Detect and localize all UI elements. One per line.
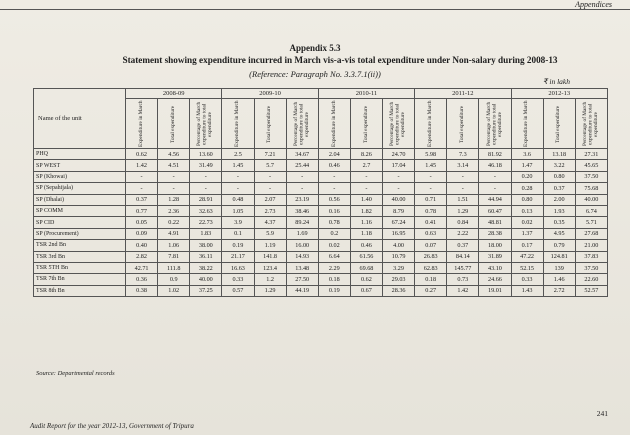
value-cell: - xyxy=(415,183,447,194)
value-cell: 0.37 xyxy=(126,194,158,205)
value-cell: 28.38 xyxy=(479,228,511,239)
value-cell: 18.00 xyxy=(479,240,511,251)
table-row xyxy=(34,183,608,194)
value-cell: 6.64 xyxy=(318,251,350,262)
value-cell: 37.25 xyxy=(190,285,222,296)
value-cell: 1.28 xyxy=(158,194,190,205)
value-cell: 0.19 xyxy=(222,240,254,251)
value-cell: 26.83 xyxy=(415,251,447,262)
value-cell: - xyxy=(286,183,318,194)
value-cell: - xyxy=(190,171,222,182)
column-header xyxy=(222,99,254,149)
value-cell: 0.41 xyxy=(415,217,447,228)
value-cell: 0.71 xyxy=(415,194,447,205)
value-cell: 0.62 xyxy=(350,274,382,285)
value-cell: 16.00 xyxy=(286,240,318,251)
unit-name-cell: SP COMM xyxy=(34,205,126,216)
value-cell: 0.20 xyxy=(511,171,543,182)
unit-name-cell: TSR 7th Bn xyxy=(34,274,126,285)
value-cell: 1.51 xyxy=(447,194,479,205)
value-cell: 1.37 xyxy=(511,228,543,239)
value-cell: 1.16 xyxy=(350,217,382,228)
column-header-label: Percentage of March expenditure to total expenditure xyxy=(485,101,503,147)
value-cell: 37.50 xyxy=(575,262,607,273)
value-cell: 5.9 xyxy=(254,228,286,239)
value-cell: 3.14 xyxy=(447,160,479,171)
table-row xyxy=(34,160,608,171)
value-cell: 1.82 xyxy=(350,205,382,216)
value-cell: - xyxy=(254,183,286,194)
value-cell: 2.7 xyxy=(350,160,382,171)
unit-note: ₹ in lakh xyxy=(542,77,570,86)
value-cell: - xyxy=(479,183,511,194)
appendix-number: Appendix 5.3 xyxy=(289,43,341,53)
value-cell: 4.37 xyxy=(254,217,286,228)
table-row xyxy=(34,240,608,251)
table-row xyxy=(34,262,608,273)
value-cell: 0.40 xyxy=(126,240,158,251)
unit-name-cell: SP (Khowai) xyxy=(34,171,126,182)
value-cell: 0.33 xyxy=(511,274,543,285)
value-cell: 28.91 xyxy=(190,194,222,205)
value-cell: 16.95 xyxy=(383,228,415,239)
value-cell: 1.45 xyxy=(415,160,447,171)
column-header xyxy=(350,99,382,149)
year-header-row xyxy=(34,89,608,99)
value-cell: 22.60 xyxy=(575,274,607,285)
year-header: 2009-10 xyxy=(222,89,318,99)
value-cell: 17.04 xyxy=(383,160,415,171)
value-cell: 28.36 xyxy=(383,285,415,296)
column-header-label: Expenditure in March xyxy=(330,100,337,148)
value-cell: 0.28 xyxy=(511,183,543,194)
value-cell: 69.68 xyxy=(350,262,382,273)
value-cell: 4.56 xyxy=(158,149,190,160)
value-cell: - xyxy=(383,183,415,194)
value-cell: 0.80 xyxy=(511,194,543,205)
value-cell: 139 xyxy=(543,262,575,273)
value-cell: - xyxy=(447,183,479,194)
reference-line: (Reference: Paragraph No. 3.3.7.1(ii)) xyxy=(249,69,381,79)
value-cell: 0.79 xyxy=(543,240,575,251)
page-number: 241 xyxy=(596,409,608,418)
value-cell: 1.29 xyxy=(447,205,479,216)
value-cell: - xyxy=(383,171,415,182)
value-cell: 32.63 xyxy=(190,205,222,216)
column-header xyxy=(126,99,158,149)
running-header: Appendices xyxy=(575,0,612,9)
unit-name-cell: SP (Sepahijala) xyxy=(34,183,126,194)
value-cell: 111.8 xyxy=(158,262,190,273)
value-cell: 3.22 xyxy=(543,160,575,171)
value-cell: 14.93 xyxy=(286,251,318,262)
value-cell: 0.67 xyxy=(350,285,382,296)
value-cell: 36.11 xyxy=(190,251,222,262)
value-cell: 61.56 xyxy=(350,251,382,262)
value-cell: 89.24 xyxy=(286,217,318,228)
value-cell: 1.45 xyxy=(222,160,254,171)
table-row xyxy=(34,274,608,285)
column-header xyxy=(383,99,415,149)
value-cell: 0.1 xyxy=(222,228,254,239)
year-header: 2008-09 xyxy=(126,89,222,99)
column-header-label: Total expenditure xyxy=(266,105,273,143)
value-cell: 1.40 xyxy=(350,194,382,205)
source-note: Source: Departmental records xyxy=(36,370,115,377)
column-header-label: Expenditure in March xyxy=(234,100,241,148)
value-cell: 1.18 xyxy=(350,228,382,239)
value-cell: - xyxy=(222,171,254,182)
column-header-label: Total expenditure xyxy=(555,105,562,143)
value-cell: 1.47 xyxy=(511,160,543,171)
value-cell: 1.05 xyxy=(222,205,254,216)
value-cell: 22.73 xyxy=(190,217,222,228)
value-cell: 0.05 xyxy=(126,217,158,228)
value-cell: 38.46 xyxy=(286,205,318,216)
value-cell: 31.49 xyxy=(190,160,222,171)
value-cell: - xyxy=(158,171,190,182)
value-cell: 0.48 xyxy=(222,194,254,205)
value-cell: 27.31 xyxy=(575,149,607,160)
value-cell: 10.79 xyxy=(383,251,415,262)
value-cell: 0.09 xyxy=(126,228,158,239)
column-header xyxy=(575,99,607,149)
value-cell: 4.51 xyxy=(158,160,190,171)
value-cell: 8.79 xyxy=(383,205,415,216)
value-cell: 2.00 xyxy=(543,194,575,205)
value-cell: 13.60 xyxy=(190,149,222,160)
value-cell: 0.22 xyxy=(158,217,190,228)
value-cell: 0.33 xyxy=(222,274,254,285)
value-cell: 0.77 xyxy=(126,205,158,216)
value-cell: 1.46 xyxy=(543,274,575,285)
value-cell: 47.22 xyxy=(511,251,543,262)
column-header xyxy=(286,99,318,149)
value-cell: - xyxy=(222,183,254,194)
column-header-label: Total expenditure xyxy=(169,105,176,143)
value-cell: 5.98 xyxy=(415,149,447,160)
value-cell: - xyxy=(158,183,190,194)
value-cell: 25.44 xyxy=(286,160,318,171)
column-header-label: Percentage of March expenditure to total expenditure xyxy=(581,101,600,147)
value-cell: 1.42 xyxy=(126,160,158,171)
value-cell: 0.38 xyxy=(126,285,158,296)
value-cell: 0.17 xyxy=(511,240,543,251)
value-cell: 0.73 xyxy=(447,274,479,285)
column-header xyxy=(158,99,190,149)
value-cell: 44.19 xyxy=(286,285,318,296)
value-cell: - xyxy=(479,171,511,182)
value-cell: 5.7 xyxy=(254,160,286,171)
value-cell: 0.46 xyxy=(318,160,350,171)
value-cell: 1.29 xyxy=(254,285,286,296)
table-row xyxy=(34,149,608,160)
column-header-label: Expenditure in March xyxy=(523,100,530,148)
value-cell: - xyxy=(254,171,286,182)
value-cell: - xyxy=(190,183,222,194)
unit-name-cell: TSR 5TH Bn xyxy=(34,262,126,273)
value-cell: 0.63 xyxy=(415,228,447,239)
value-cell: 34.67 xyxy=(286,149,318,160)
value-cell: - xyxy=(318,183,350,194)
value-cell: 0.36 xyxy=(126,274,158,285)
column-header xyxy=(511,99,543,149)
value-cell: 75.68 xyxy=(575,183,607,194)
value-cell: 13.18 xyxy=(543,149,575,160)
value-cell: 1.2 xyxy=(254,274,286,285)
value-cell: 0.2 xyxy=(318,228,350,239)
column-header xyxy=(190,99,222,149)
value-cell: 0.80 xyxy=(543,171,575,182)
value-cell: 3.29 xyxy=(383,262,415,273)
year-header: 2010-11 xyxy=(318,89,414,99)
value-cell: - xyxy=(126,183,158,194)
table-row xyxy=(34,171,608,182)
unit-name-cell: PHQ xyxy=(34,149,126,160)
unit-name-cell: TSR 8th Bn xyxy=(34,285,126,296)
column-header-label: Expenditure in March xyxy=(426,100,433,148)
expenditure-table xyxy=(33,88,608,297)
value-cell: 24.66 xyxy=(479,274,511,285)
year-header: 2011-12 xyxy=(415,89,511,99)
value-cell: - xyxy=(126,171,158,182)
value-cell: 40.00 xyxy=(575,194,607,205)
table-body xyxy=(34,149,608,297)
value-cell: 1.19 xyxy=(254,240,286,251)
value-cell: 29.03 xyxy=(383,274,415,285)
column-header-label: Total expenditure xyxy=(362,105,369,143)
value-cell: 60.47 xyxy=(479,205,511,216)
value-cell: - xyxy=(350,183,382,194)
value-cell: 2.07 xyxy=(254,194,286,205)
value-cell: 0.18 xyxy=(415,274,447,285)
value-cell: 1.69 xyxy=(286,228,318,239)
value-cell: 43.10 xyxy=(479,262,511,273)
value-cell: 2.72 xyxy=(543,285,575,296)
value-cell: 124.81 xyxy=(543,251,575,262)
value-cell: - xyxy=(350,171,382,182)
value-cell: 1.93 xyxy=(543,205,575,216)
value-cell: 123.4 xyxy=(254,262,286,273)
table-row xyxy=(34,285,608,296)
value-cell: 0.57 xyxy=(222,285,254,296)
value-cell: 81.92 xyxy=(479,149,511,160)
value-cell: 52.57 xyxy=(575,285,607,296)
value-cell: 48.81 xyxy=(479,217,511,228)
value-cell: 2.36 xyxy=(158,205,190,216)
value-cell: 4.91 xyxy=(158,228,190,239)
column-header-label: Expenditure in March xyxy=(137,100,144,148)
column-header-label: Percentage of March expenditure to total expenditure xyxy=(196,101,214,147)
value-cell: 52.15 xyxy=(511,262,543,273)
value-cell: 1.02 xyxy=(158,285,190,296)
value-cell: - xyxy=(447,171,479,182)
value-cell: 3.6 xyxy=(511,149,543,160)
top-rule xyxy=(0,9,630,10)
value-cell: 27.68 xyxy=(575,228,607,239)
value-cell: 5.71 xyxy=(575,217,607,228)
column-header xyxy=(543,99,575,149)
value-cell: 1.06 xyxy=(158,240,190,251)
value-cell: 0.78 xyxy=(415,205,447,216)
value-cell: 37.83 xyxy=(575,251,607,262)
unit-name-cell: TSR 2nd Bn xyxy=(34,240,126,251)
value-cell: - xyxy=(286,171,318,182)
value-cell: 0.62 xyxy=(126,149,158,160)
column-header xyxy=(254,99,286,149)
year-header: 2012-13 xyxy=(511,89,608,99)
value-cell: 145.77 xyxy=(447,262,479,273)
value-cell: 7.3 xyxy=(447,149,479,160)
statement-title: Statement showing expenditure incurred in March vis-a-vis total expenditure under Non-salary during 2008-13 xyxy=(122,55,558,65)
value-cell: 1.43 xyxy=(511,285,543,296)
table-row xyxy=(34,251,608,262)
value-cell: 3.9 xyxy=(222,217,254,228)
value-cell: 13.48 xyxy=(286,262,318,273)
value-cell: 40.00 xyxy=(190,274,222,285)
value-cell: 38.00 xyxy=(190,240,222,251)
report-footer: Audit Report for the year 2012-13, Government of Tripura xyxy=(30,422,194,430)
value-cell: 141.8 xyxy=(254,251,286,262)
table-row xyxy=(34,228,608,239)
column-header-label: Total expenditure xyxy=(459,105,466,143)
unit-name-cell: SP CID xyxy=(34,217,126,228)
value-cell: 7.81 xyxy=(158,251,190,262)
value-cell: 2.5 xyxy=(222,149,254,160)
value-cell: 6.74 xyxy=(575,205,607,216)
value-cell: 38.22 xyxy=(190,262,222,273)
column-header xyxy=(415,99,447,149)
value-cell: 40.00 xyxy=(383,194,415,205)
value-cell: 37.50 xyxy=(575,171,607,182)
value-cell: 0.18 xyxy=(318,274,350,285)
column-header xyxy=(318,99,350,149)
value-cell: 62.83 xyxy=(415,262,447,273)
value-cell: 0.02 xyxy=(511,217,543,228)
value-cell: 0.35 xyxy=(543,217,575,228)
value-cell: 21.00 xyxy=(575,240,607,251)
unit-name-cell: SP WEST xyxy=(34,160,126,171)
value-cell: 2.29 xyxy=(318,262,350,273)
value-cell: 24.70 xyxy=(383,149,415,160)
value-cell: 23.19 xyxy=(286,194,318,205)
unit-name-cell: TSR 3rd Bn xyxy=(34,251,126,262)
value-cell: 2.22 xyxy=(447,228,479,239)
value-cell: 16.63 xyxy=(222,262,254,273)
value-cell: 0.84 xyxy=(447,217,479,228)
column-header xyxy=(479,99,511,149)
value-cell: 4.00 xyxy=(383,240,415,251)
value-cell: 2.04 xyxy=(318,149,350,160)
value-cell: 0.27 xyxy=(415,285,447,296)
unit-name-cell: SP (Dhalai) xyxy=(34,194,126,205)
value-cell: 0.16 xyxy=(318,205,350,216)
value-cell: 45.65 xyxy=(575,160,607,171)
value-cell: - xyxy=(415,171,447,182)
value-cell: 67.24 xyxy=(383,217,415,228)
value-cell: 0.19 xyxy=(318,285,350,296)
value-cell: 0.02 xyxy=(318,240,350,251)
column-header xyxy=(447,99,479,149)
value-cell: 46.18 xyxy=(479,160,511,171)
value-cell: 44.94 xyxy=(479,194,511,205)
unit-name-header: Name of the unit xyxy=(34,89,126,149)
value-cell: 31.89 xyxy=(479,251,511,262)
table-row xyxy=(34,217,608,228)
column-header-label: Percentage of March expenditure to total expenditure xyxy=(292,101,310,147)
value-cell: 8.26 xyxy=(350,149,382,160)
value-cell: 0.56 xyxy=(318,194,350,205)
unit-name-cell: SP (Procurement) xyxy=(34,228,126,239)
value-cell: 2.82 xyxy=(126,251,158,262)
value-cell: 2.73 xyxy=(254,205,286,216)
value-cell: 0.13 xyxy=(511,205,543,216)
value-cell: 84.14 xyxy=(447,251,479,262)
value-cell: 0.9 xyxy=(158,274,190,285)
table-row xyxy=(34,205,608,216)
value-cell: - xyxy=(318,171,350,182)
value-cell: 1.42 xyxy=(447,285,479,296)
value-cell: 1.83 xyxy=(190,228,222,239)
value-cell: 42.71 xyxy=(126,262,158,273)
value-cell: 19.01 xyxy=(479,285,511,296)
value-cell: 27.50 xyxy=(286,274,318,285)
table-row xyxy=(34,194,608,205)
value-cell: 0.46 xyxy=(350,240,382,251)
value-cell: 0.37 xyxy=(543,183,575,194)
value-cell: 4.95 xyxy=(543,228,575,239)
column-header-label: Percentage of March expenditure to total expenditure xyxy=(389,101,407,147)
value-cell: 7.21 xyxy=(254,149,286,160)
value-cell: 21.17 xyxy=(222,251,254,262)
value-cell: 0.07 xyxy=(415,240,447,251)
value-cell: 0.78 xyxy=(318,217,350,228)
value-cell: 0.37 xyxy=(447,240,479,251)
